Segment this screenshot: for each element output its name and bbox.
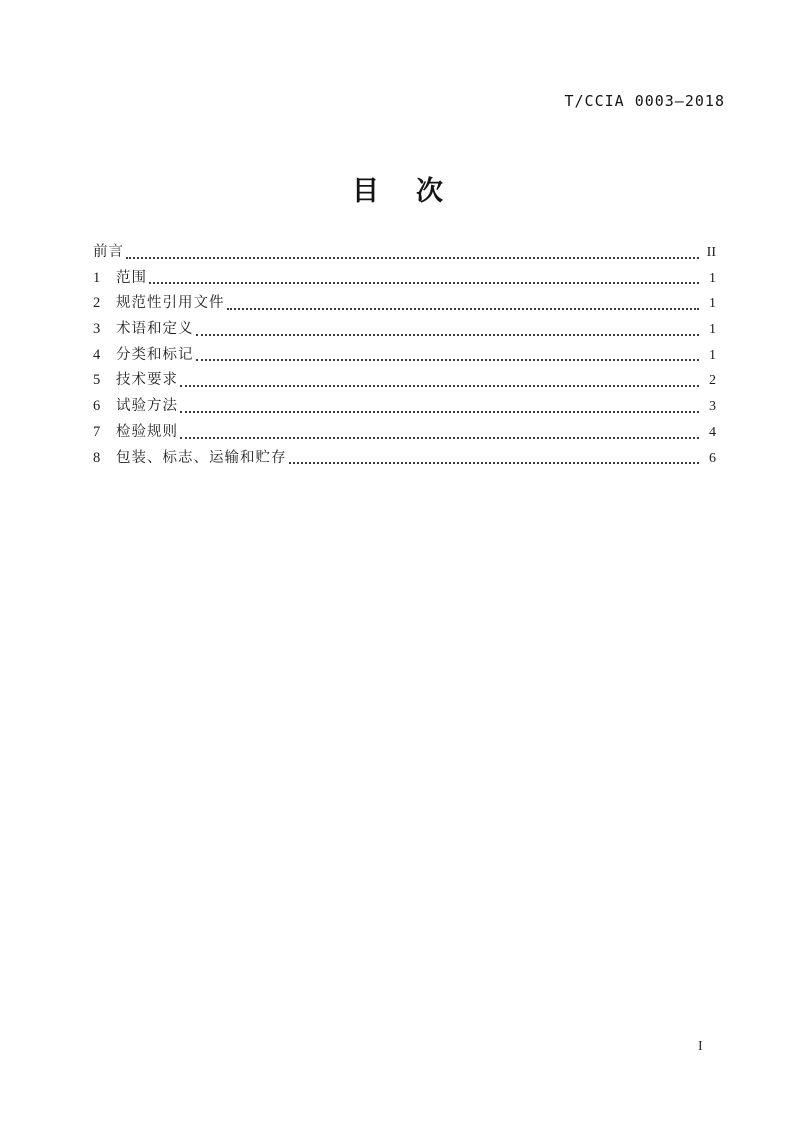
toc-entry-page: 3 — [709, 399, 716, 415]
dot-leader — [227, 308, 700, 310]
toc-entry-page: 1 — [709, 296, 716, 312]
toc-entry — [93, 240, 716, 266]
toc-entry-page: 4 — [709, 424, 716, 440]
toc-entry-page: 6 — [709, 450, 716, 466]
toc-entry-label: 前言 — [93, 244, 124, 260]
toc-entry — [93, 420, 716, 446]
dot-leader — [196, 334, 700, 336]
toc-entry-label: 术语和定义 — [116, 321, 194, 338]
toc-entry-number: 1 — [93, 269, 101, 286]
toc-entry-number: 3 — [93, 321, 101, 338]
toc-entry-label: 试验方法 — [116, 398, 178, 415]
toc-title: 目 次 — [352, 176, 448, 206]
toc-entry-page: 1 — [709, 347, 716, 363]
page-number: I — [698, 1039, 703, 1054]
toc-entry-number: 5 — [93, 372, 101, 389]
toc-entry-number: 6 — [93, 398, 101, 415]
toc-entry-number: 4 — [93, 346, 101, 363]
toc-entry — [93, 266, 716, 292]
dot-leader — [149, 282, 699, 284]
toc-entry-number: 2 — [93, 295, 101, 312]
dot-leader — [126, 257, 699, 259]
toc-entry — [93, 446, 716, 472]
dot-leader — [180, 411, 699, 413]
toc-entry — [93, 317, 716, 343]
toc-entry-page: 1 — [709, 322, 716, 338]
toc-entry-label: 包装、标志、运输和贮存 — [116, 449, 287, 466]
toc-entry-label: 规范性引用文件 — [116, 295, 225, 312]
dot-leader — [180, 437, 699, 439]
toc-entry — [93, 394, 716, 420]
dot-leader — [289, 462, 700, 464]
standard-code: T/CCIA 0003—2018 — [564, 92, 725, 110]
toc-entry — [93, 291, 716, 317]
toc-entry-label: 技术要求 — [116, 372, 178, 389]
toc-entry-number: 7 — [93, 423, 101, 440]
toc-entry-page: 2 — [709, 373, 716, 389]
toc-entry-label: 范围 — [116, 269, 147, 286]
toc-list — [93, 240, 716, 471]
toc-entry-page: II — [706, 245, 716, 260]
toc-entry — [93, 343, 716, 369]
toc-entry-page: 1 — [709, 270, 716, 286]
dot-leader — [180, 385, 699, 387]
toc-entry — [93, 368, 716, 394]
toc-entry-label: 分类和标记 — [116, 346, 194, 363]
dot-leader — [196, 359, 700, 361]
toc-entry-number: 8 — [93, 449, 101, 466]
toc-entry-label: 检验规则 — [116, 423, 178, 440]
